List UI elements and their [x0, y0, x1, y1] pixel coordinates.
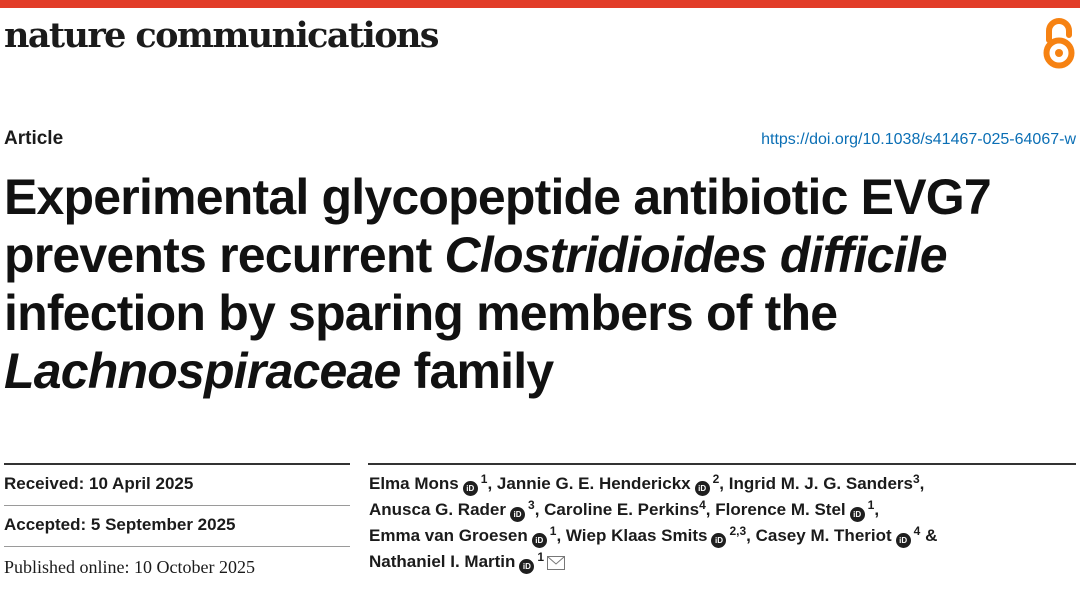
author-line [369, 549, 1074, 575]
author-name[interactable]: Elma Mons [369, 474, 459, 493]
dates-divider [4, 546, 350, 547]
author-name[interactable]: Anusca G. Rader [369, 500, 506, 519]
author-name[interactable]: Caroline E. Perkins [544, 500, 700, 519]
title-segment: family [400, 343, 554, 399]
author-separator: , [746, 526, 751, 545]
open-access-icon [1041, 16, 1077, 70]
author-name[interactable]: Emma van Groesen [369, 526, 528, 545]
author-name[interactable]: Florence M. Stel [715, 500, 846, 519]
author [369, 552, 565, 571]
published-date: Published online: 10 October 2025 [4, 557, 255, 577]
article-title [4, 168, 1076, 400]
title-line [4, 284, 1076, 342]
title-segment: Experimental glycopeptide antibiotic EVG7 [4, 169, 991, 225]
author-line [369, 497, 1074, 523]
orcid-icon[interactable]: iD [510, 507, 525, 522]
orcid-icon[interactable]: iD [463, 481, 478, 496]
author-separator: , [556, 526, 562, 545]
author-name[interactable]: Ingrid M. J. G. Sanders [728, 474, 913, 493]
author [729, 474, 925, 493]
orcid-icon[interactable]: iD [695, 481, 710, 496]
author-name[interactable]: Casey M. Theriot [755, 526, 892, 545]
affiliation-number[interactable]: 4 [699, 498, 706, 512]
orcid-icon[interactable]: iD [850, 507, 865, 522]
dates-top-rule [4, 463, 350, 465]
author-name[interactable]: Nathaniel I. Martin [369, 552, 516, 571]
accepted-date: Accepted: 5 September 2025 [4, 515, 236, 534]
orcid-icon[interactable]: iD [532, 533, 547, 548]
journal-name[interactable]: nature communications [4, 15, 438, 56]
author-line [369, 471, 1074, 497]
author-separator: , [719, 474, 725, 493]
author-separator: , [919, 474, 925, 493]
author-separator: , [874, 500, 880, 519]
author-list [369, 471, 1074, 575]
title-segment: prevents recurrent [4, 227, 445, 283]
received-date: Received: 10 April 2025 [4, 474, 194, 493]
author [369, 500, 539, 519]
title-segment: infection by sparing members of the [4, 285, 838, 341]
title-italic-segment: Lachnospiraceae [4, 343, 401, 399]
author-name[interactable]: Wiep Klaas Smits [565, 526, 708, 545]
doi-link[interactable]: https://doi.org/10.1038/s41467-025-64067-w [761, 131, 1076, 148]
author [715, 500, 879, 519]
author-separator: , [705, 500, 711, 519]
affiliation-number[interactable]: 2,3 [729, 524, 747, 538]
author-line [369, 523, 1074, 549]
affiliation-number[interactable]: 3 [528, 498, 535, 512]
article-type-label: Article [4, 128, 64, 149]
orcid-icon[interactable]: iD [519, 559, 534, 574]
orcid-icon[interactable]: iD [711, 533, 726, 548]
affiliation-number[interactable]: 1 [549, 524, 557, 538]
title-line [4, 226, 1076, 284]
author-separator: & [920, 526, 938, 545]
title-line [4, 342, 1076, 400]
affiliation-number[interactable]: 1 [480, 472, 488, 486]
title-italic-segment: Clostridioides difficile [444, 227, 947, 283]
dates-divider [4, 505, 350, 506]
authors-top-rule [368, 463, 1076, 465]
author-name[interactable]: Jannie G. E. Henderickx [496, 474, 691, 493]
envelope-icon[interactable] [547, 556, 565, 570]
orcid-icon[interactable]: iD [896, 533, 911, 548]
author-separator: , [534, 500, 540, 519]
affiliation-number[interactable]: 3 [912, 472, 920, 486]
affiliation-number[interactable]: 4 [913, 524, 921, 538]
title-line [4, 168, 1076, 226]
affiliation-number[interactable]: 1 [867, 498, 875, 512]
author [566, 526, 751, 545]
affiliation-number[interactable]: 1 [537, 550, 545, 564]
journal-accent-bar [0, 0, 1080, 8]
author-separator: , [487, 474, 493, 493]
author [369, 526, 561, 545]
author [369, 474, 492, 493]
author [544, 500, 710, 519]
author [756, 526, 938, 545]
affiliation-number[interactable]: 2 [712, 472, 720, 486]
author [497, 474, 724, 493]
